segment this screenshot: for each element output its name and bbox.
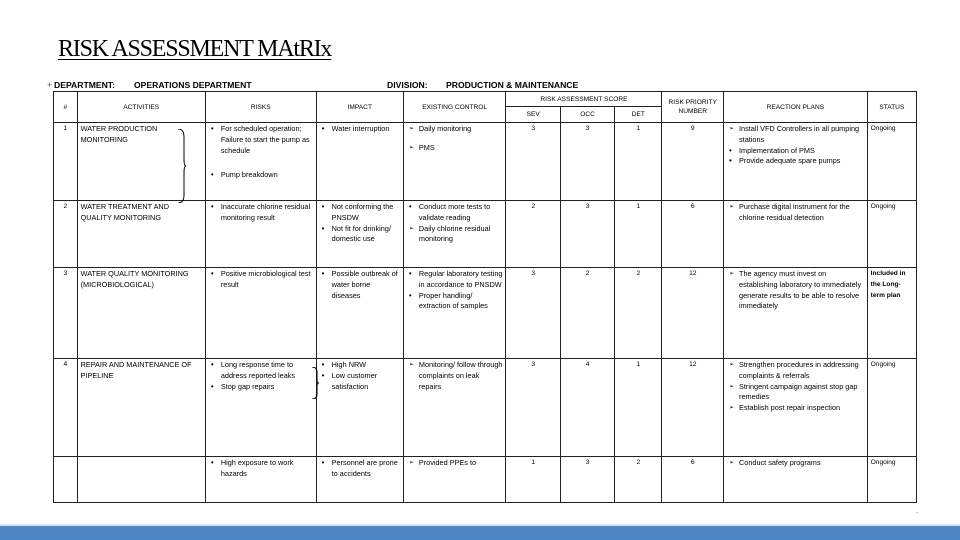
header-risk-assessment-score: RISK ASSESSMENT SCORE	[506, 92, 662, 107]
row-number: 1	[54, 123, 78, 201]
reaction-plans-cell	[724, 359, 868, 457]
risk-item: • High exposure to work hazards	[209, 458, 313, 480]
page-corner-mark: -	[916, 508, 919, 517]
control-item: ➢ PMS	[407, 143, 503, 154]
brace-icon	[312, 367, 319, 399]
rpn-cell: 12	[662, 268, 724, 359]
det-cell: 1	[615, 123, 662, 201]
control-item: • Regular laboratory testing in accordance to PNSDW	[407, 269, 503, 291]
risk-item: • Long response time to address reported leaks	[209, 360, 313, 382]
risks-cell	[205, 359, 316, 457]
impact-item: • Possible outbreak of water borne diseases	[320, 269, 400, 301]
header-existing-control: EXISTING CONTROL	[403, 92, 506, 123]
row-number: 2	[54, 201, 78, 268]
risk-item: • For scheduled operation; Failure to start the pump as schedule	[209, 124, 313, 156]
header-rpn: RISK PRIORITY NUMBER	[662, 92, 724, 123]
header-num: #	[54, 92, 78, 123]
reaction-plans-cell	[724, 201, 868, 268]
row-marker-icon: +	[47, 80, 53, 90]
table-row	[54, 359, 917, 457]
control-item: ➢ Monitoring/ follow through complaints on leak repairs	[407, 360, 503, 392]
header-risks: RISKS	[205, 92, 316, 123]
det-cell: 1	[615, 359, 662, 457]
sev-cell: 3	[506, 359, 560, 457]
impact-cell	[316, 359, 403, 457]
control-cell	[403, 123, 506, 201]
occ-cell: 4	[560, 359, 614, 457]
header-status: STATUS	[867, 92, 916, 123]
status-cell: Ongoing	[867, 201, 916, 268]
sev-cell: 3	[506, 123, 560, 201]
control-item: • Conduct more tests to validate reading	[407, 202, 503, 224]
plan-item: ➢ Strengthen procedures in addressing complaints & referrals	[727, 360, 864, 382]
header-occ: OCC	[560, 107, 614, 123]
plan-item: ➢ Establish post repair inspection	[727, 403, 864, 414]
department-value: OPERATIONS DEPARTMENT	[134, 80, 252, 90]
control-cell	[403, 268, 506, 359]
table-row	[54, 457, 917, 503]
impact-cell	[316, 201, 403, 268]
bottom-bar	[0, 524, 960, 540]
rpn-cell: 12	[662, 359, 724, 457]
plan-item: ➢ The agency must invest on establishing laboratory to immediately generate results to be able to resolve immediately	[727, 269, 864, 312]
brace-icon	[178, 129, 186, 203]
row-number	[54, 457, 78, 503]
impact-item: • Not conforming the PNSDW	[320, 202, 400, 224]
row-number: 4	[54, 359, 78, 457]
occ-cell: 2	[560, 268, 614, 359]
header-reaction-plans: REACTION PLANS	[724, 92, 868, 123]
plan-item: ➢ Conduct safety programs	[727, 458, 864, 469]
activity-cell: WATER PRODUCTION MONITORING	[77, 123, 205, 201]
impact-item: • Personnel are prone to accidents	[320, 458, 400, 480]
reaction-plans-cell	[724, 268, 868, 359]
reaction-plans-cell	[724, 123, 868, 201]
risk-item: • Stop gap repairs	[209, 382, 313, 393]
control-item: • Proper handling/ extraction of samples	[407, 291, 503, 313]
risks-cell	[205, 457, 316, 503]
control-item: ➢ Daily monitoring	[407, 124, 503, 135]
status-cell: Ongoing	[867, 457, 916, 503]
row-number: 3	[54, 268, 78, 359]
rpn-cell: 6	[662, 201, 724, 268]
det-cell: 1	[615, 201, 662, 268]
rpn-cell: 9	[662, 123, 724, 201]
risk-item: • Pump breakdown	[209, 170, 313, 181]
control-item: ➢ Daily chlorine residual monitoring	[407, 224, 503, 246]
impact-item: • Low customer satisfaction	[320, 371, 400, 393]
sev-cell: 2	[506, 201, 560, 268]
plan-item: • Implementation of PMS	[727, 146, 864, 157]
sev-cell: 3	[506, 268, 560, 359]
rpn-cell: 6	[662, 457, 724, 503]
impact-cell	[316, 457, 403, 503]
plan-item: ➢ Stringent campaign against stop gap remedies	[727, 382, 864, 404]
control-cell	[403, 457, 506, 503]
reaction-plans-cell	[724, 457, 868, 503]
department-header	[54, 80, 916, 91]
plan-item: ➢ Purchase digital instrument for the chlorine residual detection	[727, 202, 864, 224]
plan-item: ➢ Install VFD Controllers in all pumping stations	[727, 124, 864, 146]
header-det: DET	[615, 107, 662, 123]
occ-cell: 3	[560, 123, 614, 201]
activity-cell	[77, 457, 205, 503]
det-cell: 2	[615, 457, 662, 503]
header-impact: IMPACT	[316, 92, 403, 123]
risks-cell	[205, 268, 316, 359]
plan-item: • Provide adequate spare pumps	[727, 156, 864, 167]
header-activities: ACTIVITIES	[77, 92, 205, 123]
table-row	[54, 268, 917, 359]
control-item: ➢ Provided PPEs to	[407, 458, 503, 469]
sev-cell: 1	[506, 457, 560, 503]
control-cell	[403, 201, 506, 268]
division-value: PRODUCTION & MAINTENANCE	[446, 80, 579, 90]
control-cell	[403, 359, 506, 457]
page-title: RISK ASSESSMENT MAtRIx	[58, 36, 332, 62]
activity-cell: WATER TREATMENT AND QUALITY MONITORING	[77, 201, 205, 268]
risks-cell	[205, 201, 316, 268]
header-sev: SEV	[506, 107, 560, 123]
risk-item: • Inaccurate chlorine residual monitoring result	[209, 202, 313, 224]
impact-cell	[316, 268, 403, 359]
risk-item: • Positive microbiological test result	[209, 269, 313, 291]
occ-cell: 3	[560, 457, 614, 503]
status-cell: Ongoing	[867, 359, 916, 457]
impact-item: • Not fit for drinking/ domestic use	[320, 224, 400, 246]
department-label: DEPARTMENT:	[54, 80, 115, 90]
activity-cell: WATER QUALITY MONITORING (MICROBIOLOGICAL)	[77, 268, 205, 359]
status-cell: Ongoing	[867, 123, 916, 201]
activity-cell: REPAIR AND MAINTENANCE OF PIPELINE	[77, 359, 205, 457]
det-cell: 2	[615, 268, 662, 359]
impact-item: • Water interruption	[320, 124, 400, 135]
table-row	[54, 201, 917, 268]
impact-item: • High NRW	[320, 360, 400, 371]
division-label: DIVISION:	[387, 80, 428, 90]
impact-cell	[316, 123, 403, 201]
status-cell: Included in the Long-term plan	[867, 268, 916, 359]
occ-cell: 3	[560, 201, 614, 268]
risks-cell	[205, 123, 316, 201]
